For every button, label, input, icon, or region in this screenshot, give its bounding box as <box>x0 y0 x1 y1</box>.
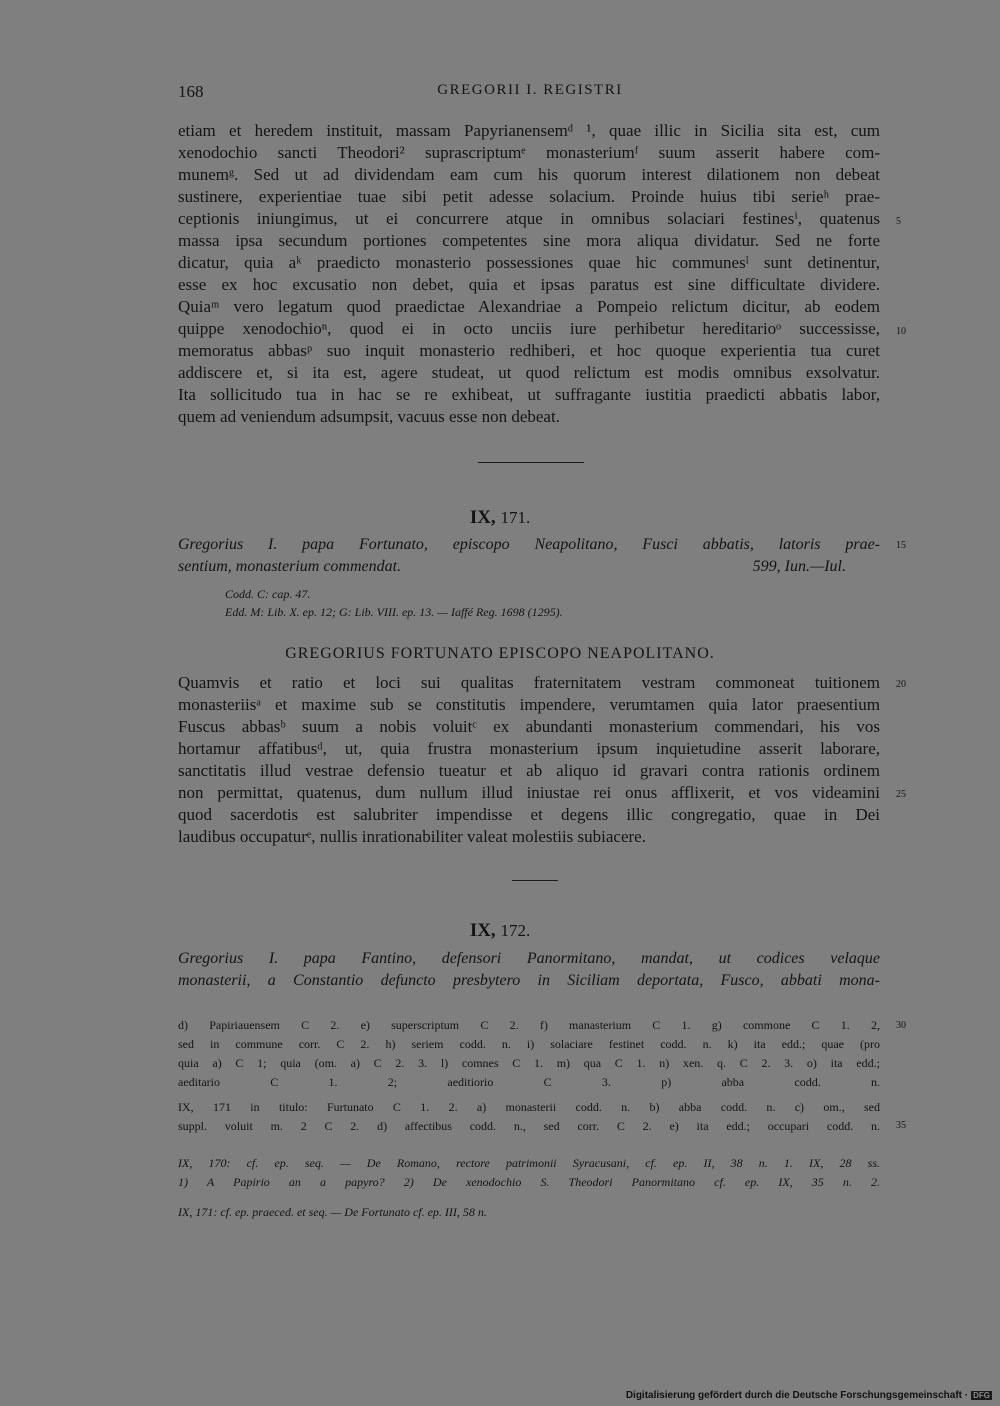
text-line: hortamur affatibusᵈ, ut, quia frustra monasterium ipsum inquietudine asserit laborare, <box>178 739 880 758</box>
heading-roman: IX, <box>469 507 496 528</box>
line-number: 35 <box>896 1120 906 1131</box>
heading-number: 172. <box>500 921 531 940</box>
commentary-block <box>178 1154 880 1192</box>
text-line: laudibus occupaturᵉ, nullis inrationabiliter valeat molestiis subiacere. <box>178 827 646 846</box>
summary-line: Gregorius I. papa Fortunato, episcopo Neapolitano, Fusci abbatis, latoris prae- <box>178 536 880 553</box>
text-line: quippe xenodochioⁿ, quod ei in octo unciis iure perhibetur hereditarioᵒ successisse, <box>178 319 880 338</box>
text-line: sustinere, experientiae tuae sibi petit adesse solacium. Proinde huius tibi serieʰ prae- <box>178 187 880 206</box>
letter-171-text <box>178 672 880 848</box>
summary-line: Gregorius I. papa Fantino, defensori Panormitano, mandat, ut codices velaque <box>178 950 880 967</box>
section-divider <box>512 880 558 881</box>
text-line: non permittat, quatenus, dum nullum illud iniustae rei onus afflixerit, et vos videamini <box>178 783 880 802</box>
editions-line: Edd. M: Lib. X. ep. 12; G: Lib. VIII. ep. 13. — Iaffé Reg. 1698 (1295). <box>225 605 563 619</box>
letter-172-summary <box>178 948 880 992</box>
text-line: ceptionis iniungimus, ut ei concurrere atque in omnibus solaciari festinesⁱ, quatenus <box>178 209 880 228</box>
text-line: Quamvis et ratio et loci sui qualitas fraternitatem vestram commoneat tuitionem <box>178 673 880 692</box>
commentary-line: IX, 170: cf. ep. seq. — De Romano, rectore patrimonii Syracusani, cf. ep. II, 38 n. 1. IX, 28 ss. <box>178 1156 880 1170</box>
heading-number: 171. <box>500 508 531 527</box>
summary-line: sentium, monasterium commendat. <box>178 558 402 575</box>
footnote-line: suppl. voluit m. 2 C 2. d) affectibus codd. n., sed corr. C 2. e) ita edd.; occupari codd. n. <box>178 1119 880 1133</box>
commentary-line: 1) A Papirio an a papyro? 2) De xenodochio S. Theodori Panormitano cf. ep. IX, 35 n. 2. <box>178 1175 880 1189</box>
heading-roman: IX, <box>469 920 496 941</box>
footnote-line: sed in commune corr. C 2. h) seriem codd. n. i) solaciare festinet codd. n. k) ita edd.; quae (pro <box>178 1037 880 1051</box>
line-number: 15 <box>896 540 906 551</box>
page-number: 168 <box>178 82 204 101</box>
letter-title: GREGORIUS FORTUNATO EPISCOPO NEAPOLITANO. <box>285 645 715 662</box>
letter-170-text <box>178 120 880 428</box>
text-line: dicatur, quia aᵏ praedicto monasterio possessiones quae hic communesˡ sunt detinentur, <box>178 253 880 272</box>
text-line: esse ex hoc excusatio non debet, quia et ipsas paratus est sine difficultate dividere. <box>178 275 880 294</box>
text-line: massa ipsa secundum portiones competentes sine mora aliqua dividatur. Sed ne forte <box>178 231 880 250</box>
footnote-line: aeditario C 1. 2; aeditiorio C 3. p) abba codd. n. <box>178 1075 880 1089</box>
footnote-line: IX, 171 in titulo: Furtunato C 1. 2. a) monasterii codd. n. b) abba codd. n. c) om., sed <box>178 1100 880 1114</box>
dfg-logo: DFG <box>973 1391 990 1400</box>
line-number: 30 <box>896 1020 906 1031</box>
letter-date: 599, Iun.—Iul. <box>752 558 846 575</box>
footnotes-block <box>178 1098 880 1136</box>
text-line: xenodochio sancti Theodori² suprascriptumᵉ monasteriumᶠ suum asserit habere com- <box>178 143 880 162</box>
summary-line: monasterii, a Constantio defuncto presbytero in Siciliam deportata, Fusco, abbati mona- <box>178 972 880 989</box>
line-number: 25 <box>896 789 906 800</box>
text-line: etiam et heredem instituit, massam Papyrianensemᵈ ¹, quae illic in Sicilia sita est, cum <box>178 121 880 140</box>
commentary-line: IX, 171: cf. ep. praeced. et seq. — De Fortunato cf. ep. III, 58 n. <box>178 1205 487 1219</box>
text-line: quod sacerdotis est salubriter impendisse et degens illic congregatio, quae in Dei <box>178 805 880 824</box>
running-title: GREGORII I. REGISTRI <box>437 82 623 98</box>
text-line: Fuscus abbasᵇ suum a nobis voluitᶜ ex abundanti monasterium commendari, his vos <box>178 717 880 736</box>
line-number: 5 <box>896 216 901 227</box>
text-line: Quiaᵐ vero legatum quod praedictae Alexandriae a Pompeio relictum dicitur, ab eodem <box>178 297 880 316</box>
text-line: monasteriisᵃ et maxime sub se constitutis impendere, verumtamen quia lator praesentium <box>178 695 880 714</box>
line-number: 10 <box>896 326 906 337</box>
text-line: munemᵍ. Sed ut ad dividendam eam cum his quorum interest dilationem non debeat <box>178 165 880 184</box>
letter-172-heading <box>0 920 1000 942</box>
text-line: addiscere et, si ita est, agere studeat, ut quod relictum est modis omnibus exsolvatur. <box>178 363 880 382</box>
codices-line: Codd. C: cap. 47. <box>225 587 311 601</box>
footnote-line: d) Papiriauensem C 2. e) superscriptum C 2. f) manasterium C 1. g) commone C 1. 2, <box>178 1018 880 1032</box>
credit-text: Digitalisierung gefördert durch die Deutsche Forschungsgemeinschaft · <box>625 1390 969 1401</box>
line-number: 20 <box>896 679 906 690</box>
footnote-line: quia a) C 1; quia (om. a) C 2. 3. l) comnes C 1. m) qua C 1. n) xen. q. C 2. 3. o) ita edd.; <box>178 1056 880 1070</box>
footnotes-block <box>178 1016 880 1092</box>
letter-171-heading <box>0 507 1000 529</box>
text-line: quem ad veniendum adsumpsit, vacuus esse non debeat. <box>178 407 560 426</box>
text-line: Ita sollicitudo tua in hac se re exhibeat, ut suffragante iustitia praedicti abbatis labor, <box>178 385 880 404</box>
digitization-credit <box>626 1390 992 1401</box>
text-line: memoratus abbasᵖ suo inquit monasterio redhiberi, et hoc quoque experientia tua curet <box>178 341 880 360</box>
section-divider <box>478 462 584 463</box>
letter-171-summary <box>178 534 880 578</box>
text-line: sanctitatis illud vestrae defensio tueatur et ab aliquo id gravari contra rationis ordinem <box>178 761 880 780</box>
